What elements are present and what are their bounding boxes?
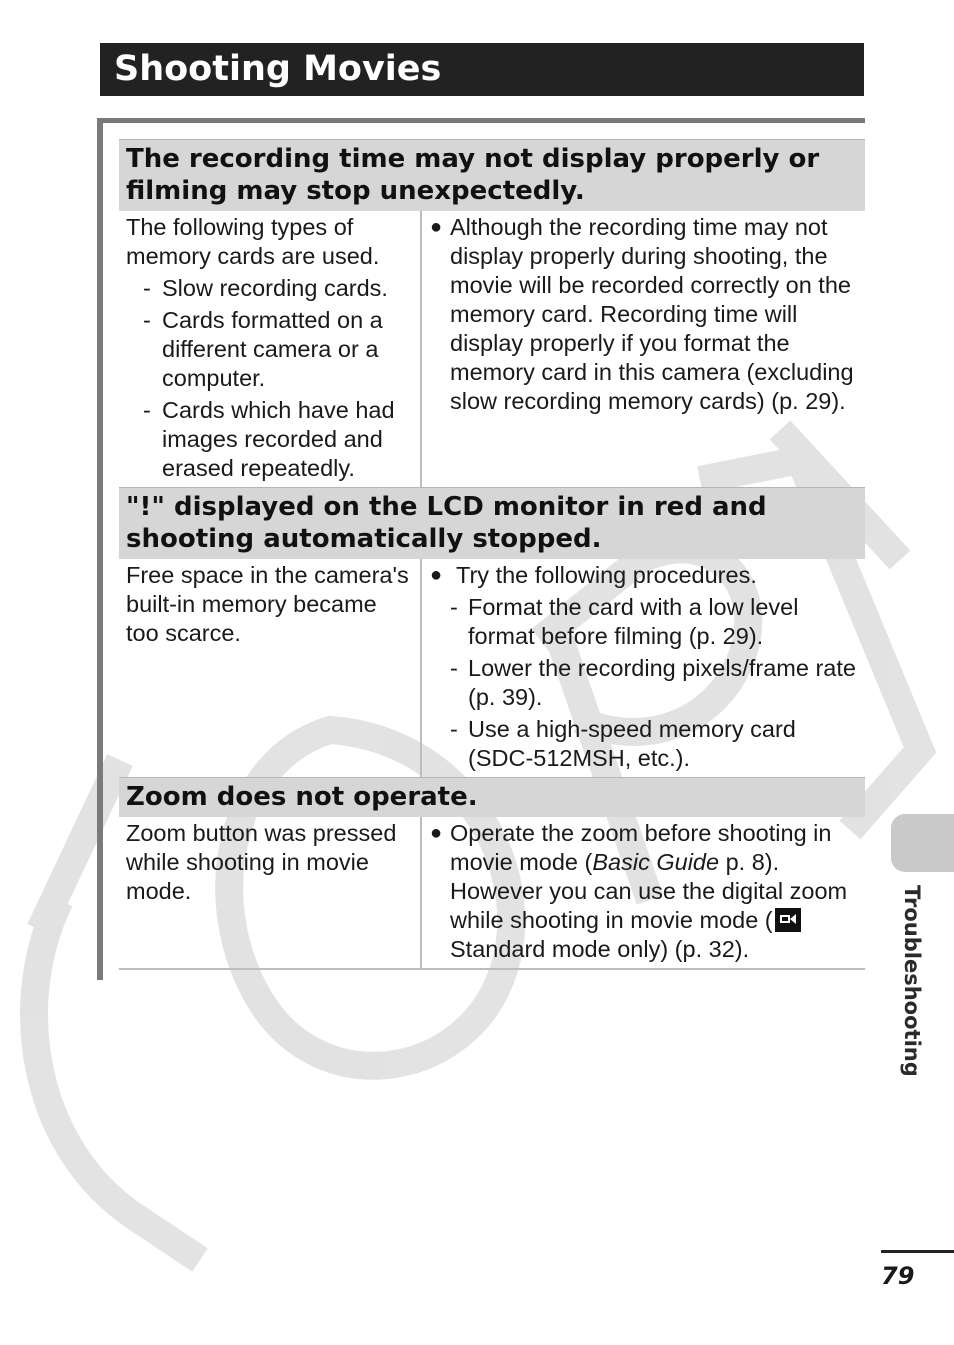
list-item-text: Format the card with a low level format before filming (p. 29).	[468, 594, 799, 649]
bullet-icon: ●	[430, 216, 443, 238]
solution-bullet	[430, 213, 859, 416]
solution-text-c: Standard mode only) (p. 32).	[450, 936, 750, 962]
list-item	[430, 593, 859, 651]
cause-intro: The following types of memory cards are used.	[126, 214, 380, 269]
cause-list	[126, 274, 414, 483]
cause-intro: Free space in the camera's built-in memory became too scarce.	[126, 562, 409, 646]
bullet-icon: ●	[430, 564, 443, 586]
list-item	[126, 274, 414, 303]
table-bottom-rule	[119, 968, 865, 970]
dash-marker: -	[450, 655, 458, 681]
solution-bullet	[430, 819, 859, 964]
chapter-tab-label: Troubleshooting	[900, 885, 924, 1077]
cause-cell	[119, 211, 422, 487]
frame-top-rule	[97, 118, 865, 123]
bullet-icon: ●	[430, 822, 443, 844]
list-item	[126, 306, 414, 393]
list-item-text: Cards which have had images recorded and erased repeatedly.	[162, 397, 395, 481]
solution-text-b: p. 8). However you can use the digital zoom while shooting in movie mode (	[450, 849, 848, 933]
solution-list	[430, 593, 859, 773]
list-item-text: Lower the recording pixels/frame rate (p. 39).	[468, 655, 856, 710]
dash-marker: -	[450, 716, 458, 742]
solution-cell	[422, 817, 865, 968]
list-item-text: Use a high-speed memory card (SDC-512MSH, etc.).	[468, 716, 796, 771]
list-item-text: Cards formatted on a different camera or a computer.	[162, 307, 383, 391]
solution-text: Although the recording time may not display properly during shooting, the movie will be recorded correctly on the memory card. Recording time will display properly if you format the memory card in this camera (excluding slow recording memory cards) (p. 29).	[450, 214, 854, 414]
frame-left-rule	[97, 118, 103, 980]
page-title: Shooting Movies	[100, 43, 864, 96]
page-number: 79	[881, 1262, 915, 1290]
list-item	[430, 715, 859, 773]
troubleshooting-table	[119, 139, 865, 970]
dash-marker: -	[143, 397, 151, 423]
solution-text	[450, 819, 859, 964]
dash-marker: -	[143, 307, 151, 333]
cause-cell	[119, 817, 422, 968]
table-row	[119, 559, 865, 777]
solution-text-a: Operate the zoom before shooting in movie mode (	[450, 820, 832, 875]
movie-standard-icon	[775, 908, 801, 932]
chapter-tab	[891, 814, 954, 872]
solution-cell	[422, 211, 865, 487]
list-item	[126, 396, 414, 483]
page-number-rule	[881, 1250, 954, 1253]
basic-guide-reference: Basic Guide	[592, 849, 720, 875]
problem-heading: The recording time may not display properly or filming may stop unexpectedly.	[119, 139, 865, 211]
problem-heading: Zoom does not operate.	[119, 777, 865, 817]
solution-text: Try the following procedures.	[456, 562, 757, 588]
solution-bullet	[430, 561, 859, 590]
dash-marker: -	[450, 594, 458, 620]
dash-marker: -	[143, 275, 151, 301]
problem-heading: "!" displayed on the LCD monitor in red and shooting automatically stopped.	[119, 487, 865, 559]
table-row	[119, 817, 865, 968]
list-item	[430, 654, 859, 712]
cause-cell	[119, 559, 422, 777]
list-item-text: Slow recording cards.	[162, 275, 388, 301]
solution-cell	[422, 559, 865, 777]
cause-intro: Zoom button was pressed while shooting in movie mode.	[126, 820, 397, 904]
table-row	[119, 211, 865, 487]
